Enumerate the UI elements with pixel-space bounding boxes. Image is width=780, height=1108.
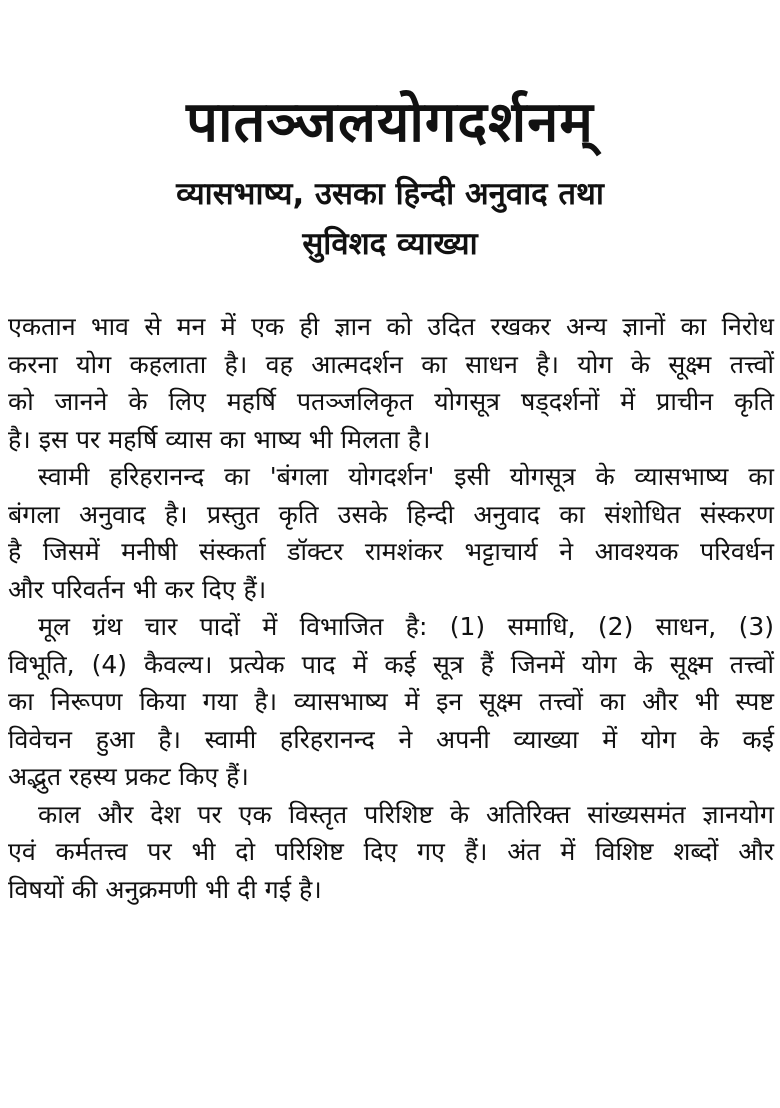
subtitle-line-1: व्यासभाष्य, उसका हिन्दी अनुवाद तथा	[176, 176, 604, 212]
text-line: विवेचन हुआ है। स्वामी हरिहरानन्द ने अपनी व्याख्या में योग के कई	[8, 724, 774, 754]
text-line: बंगला अनुवाद है। प्रस्तुत कृति उसके हिन्दी अनुवाद का संशोधित संस्करण	[8, 499, 774, 529]
paragraph	[8, 796, 774, 909]
paragraph	[8, 608, 774, 796]
text-line: काल और देश पर एक विस्तृत परिशिष्ट के अतिरिक्त सांख्यसमंत ज्ञानयोग	[38, 799, 774, 829]
text-line: का निरूपण किया गया है। व्यासभाष्य में इन सूक्ष्म तत्त्वों का और भी स्पष्ट	[8, 687, 774, 716]
text-line: करना योग कहलाता है। वह आत्मदर्शन का साधन है। योग के सूक्ष्म तत्त्वों	[8, 349, 774, 379]
paragraph	[8, 458, 774, 608]
text-line: विषयों की अनुक्रमणी भी दी गई है।	[8, 874, 322, 904]
text-line: विभूति, (4) कैवल्य। प्रत्येक पाद में कई सूत्र हैं जिनमें योग के सूक्ष्म तत्त्वों	[8, 649, 774, 679]
subtitle-line-2: सुविशद व्याख्या	[302, 226, 478, 262]
text-line: मूल ग्रंथ चार पादों में विभाजित है: (1) समाधि, (2) साधन, (3)	[38, 612, 774, 641]
text-line: स्वामी हरिहरानन्द का 'बंगला योगदर्शन' इसी योगसूत्र के व्यासभाष्य का	[38, 462, 774, 491]
body-text	[8, 308, 774, 908]
text-line: और परिवर्तन भी कर दिए हैं।	[8, 574, 267, 604]
page-title: पातञ्जलयोगदर्शनम्	[186, 90, 594, 155]
text-line: एवं कर्मतत्त्व पर भी दो परिशिष्ट दिए गए हैं। अंत में विशिष्ट शब्दों और	[8, 837, 774, 866]
text-line: को जानने के लिए महर्षि पतञ्जलिकृत योगसूत्र षड्दर्शनों में प्राचीन कृति	[8, 387, 774, 416]
text-line: अद्भुत रहस्य प्रकट किए हैं।	[8, 762, 249, 791]
text-line: एकतान भाव से मन में एक ही ज्ञान को उदित रखकर अन्य ज्ञानों का निरोध	[8, 312, 774, 341]
paragraph	[8, 308, 774, 458]
text-line: है। इस पर महर्षि व्यास का भाष्य भी मिलता है।	[8, 424, 431, 454]
text-line: है जिसमें मनीषी संस्कर्ता डॉक्टर रामशंकर भट्टाचार्य ने आवश्यक परिवर्धन	[8, 537, 774, 566]
